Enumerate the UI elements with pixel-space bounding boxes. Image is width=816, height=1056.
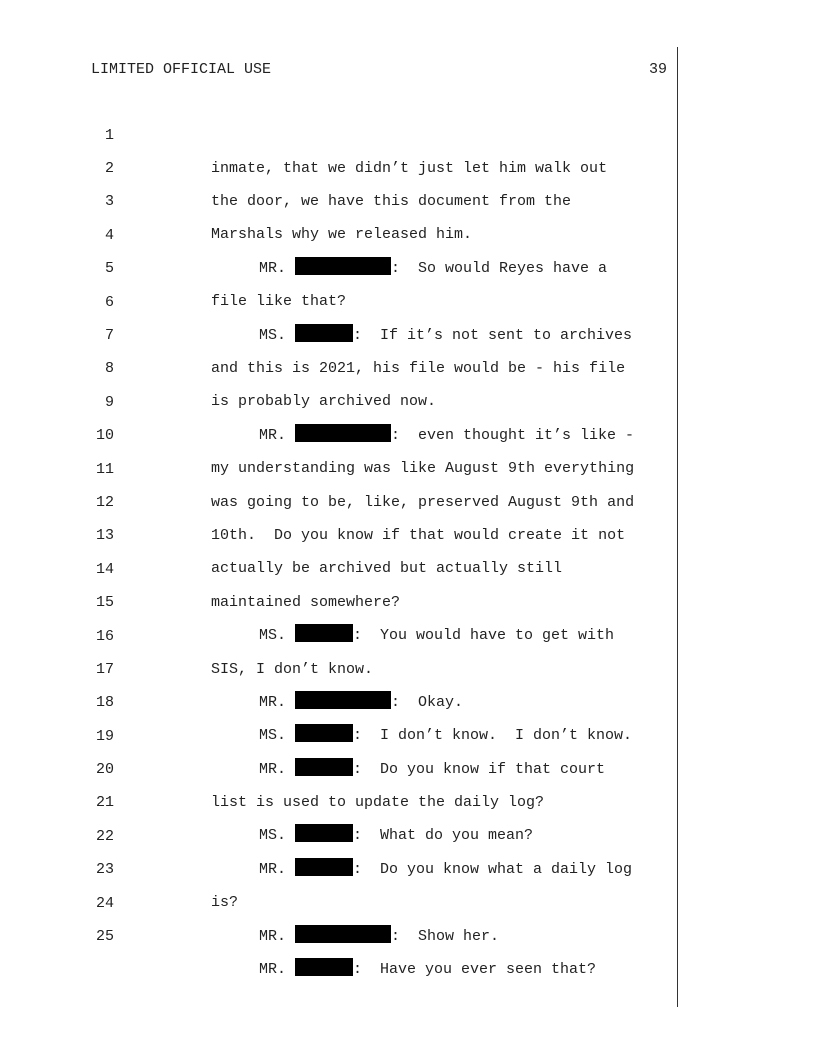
line-number: 12 <box>95 494 114 511</box>
line-text: Marshals why we released him. <box>211 226 473 243</box>
line-text: is probably archived now. <box>211 393 437 410</box>
line-number: 1 <box>104 127 114 144</box>
line-text: the door, we have this document from the <box>211 193 572 210</box>
line-number: 19 <box>95 728 114 745</box>
redaction-box <box>295 958 353 976</box>
speech-text: : You would have to get with <box>353 627 615 644</box>
line-number: 11 <box>95 461 114 478</box>
line-number: 4 <box>104 227 114 244</box>
line-number: 5 <box>104 260 114 277</box>
speaker-title: MR. <box>259 961 296 978</box>
line-text: and this is 2021, his file would be - his file <box>211 360 626 377</box>
line-number: 13 <box>95 527 114 544</box>
line-number: 8 <box>104 360 114 377</box>
line-number: 15 <box>95 594 114 611</box>
speech-text: : Do you know if that court <box>353 761 606 778</box>
line-text: file like that? <box>211 293 347 310</box>
line-text: is? <box>211 894 239 911</box>
line-text: actually be archived but actually still <box>211 560 563 577</box>
line-number: 7 <box>104 327 114 344</box>
speech-text: : Have you ever seen that? <box>353 961 597 978</box>
classification-header: LIMITED OFFICIAL USE <box>91 61 272 78</box>
redaction-box <box>295 925 391 943</box>
speaker-title: MS. <box>259 627 296 644</box>
speech-text: : I don’t know. I don’t know. <box>353 727 633 744</box>
speaker-line <box>259 953 596 986</box>
line-number: 14 <box>95 561 114 578</box>
line-number: 2 <box>104 160 114 177</box>
line-text: SIS, I don’t know. <box>211 661 374 678</box>
line-text: inmate, that we didn’t just let him walk out <box>211 160 608 177</box>
speaker-title: MR. <box>259 427 296 444</box>
speech-text: : Show her. <box>391 928 500 945</box>
speech-text: : So would Reyes have a <box>391 260 608 277</box>
speaker-title: MS. <box>259 827 296 844</box>
line-text: list is used to update the daily log? <box>211 794 545 811</box>
speaker-title: MR. <box>259 694 296 711</box>
speaker-title: MR. <box>259 260 296 277</box>
line-number: 18 <box>95 694 114 711</box>
speaker-title: MR. <box>259 761 296 778</box>
speaker-title: MR. <box>259 928 296 945</box>
line-text: my understanding was like August 9th everything <box>211 460 635 477</box>
line-number: 10 <box>95 427 114 444</box>
line-number: 22 <box>95 828 114 845</box>
speaker-title: MR. <box>259 861 296 878</box>
page-number: 39 <box>648 61 667 78</box>
line-number: 9 <box>104 394 114 411</box>
line-number: 16 <box>95 628 114 645</box>
transcript-line <box>0 86 816 177</box>
speaker-title: MS. <box>259 327 296 344</box>
speaker-line <box>259 920 499 953</box>
speech-text: : even thought it’s like - <box>391 427 635 444</box>
line-number: 24 <box>95 895 114 912</box>
line-number: 17 <box>95 661 114 678</box>
line-number: 25 <box>95 928 114 945</box>
line-text: was going to be, like, preserved August 9th and <box>211 494 635 511</box>
line-text: 10th. Do you know if that would create it not <box>211 527 626 544</box>
speech-text: : Do you know what a daily log <box>353 861 633 878</box>
line-number: 3 <box>104 193 114 210</box>
line-number: 20 <box>95 761 114 778</box>
speech-text: : Okay. <box>391 694 464 711</box>
line-number: 23 <box>95 861 114 878</box>
speaker-title: MS. <box>259 727 296 744</box>
line-number: 21 <box>95 794 114 811</box>
speech-text: : If it’s not sent to archives <box>353 327 633 344</box>
speech-text: : What do you mean? <box>353 827 534 844</box>
line-text: maintained somewhere? <box>211 594 401 611</box>
line-number: 6 <box>104 294 114 311</box>
